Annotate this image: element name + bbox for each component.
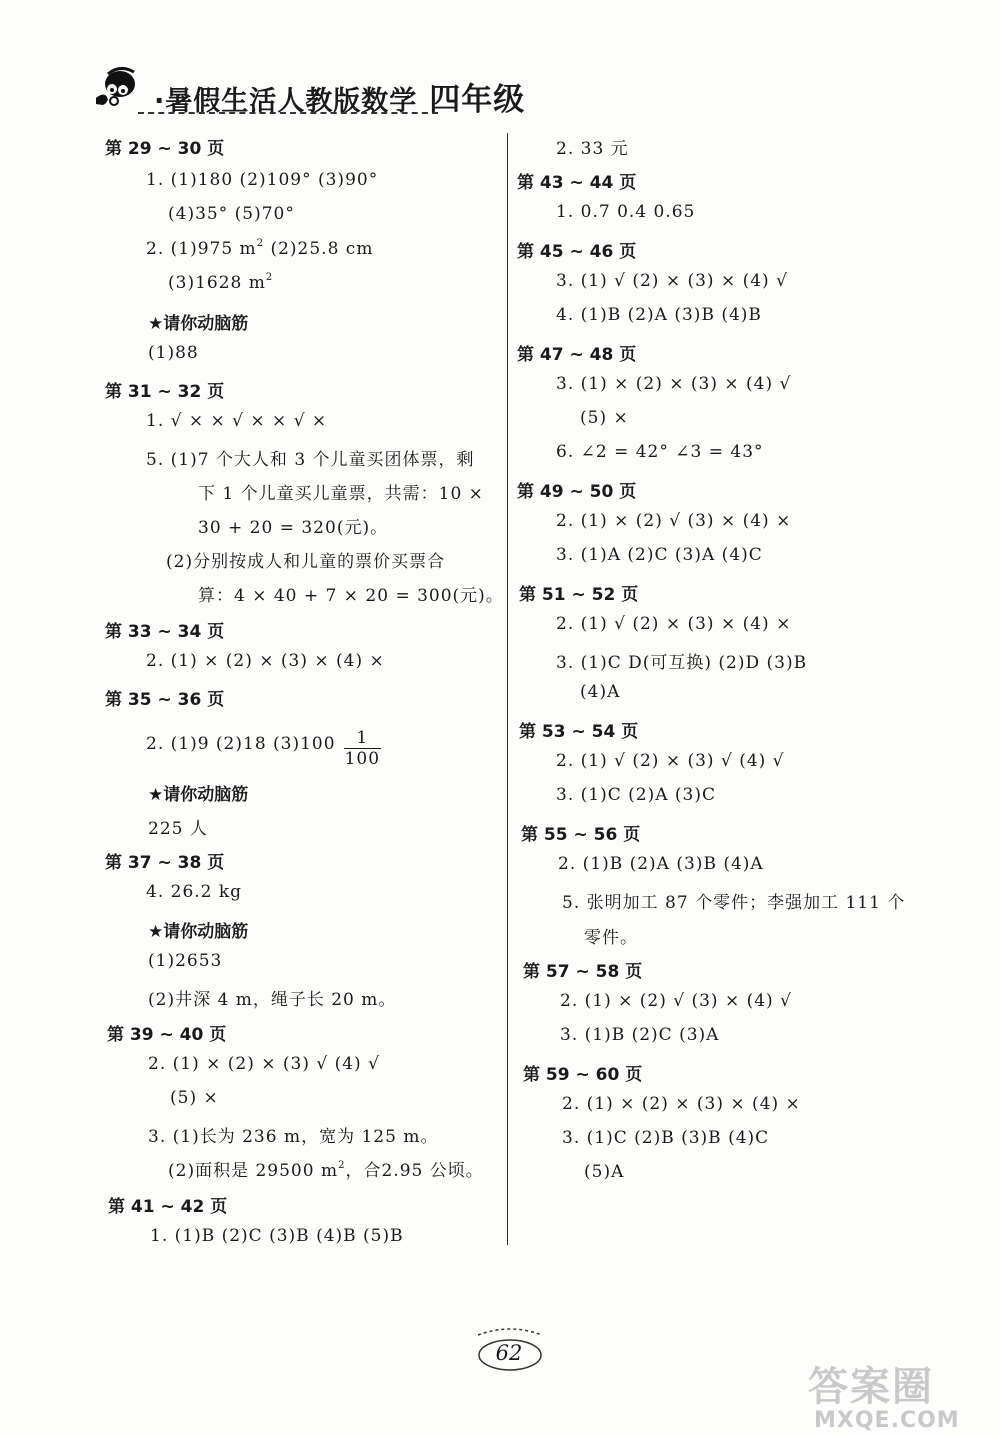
answer-line: 3. (1) √ (2) × (3) × (4) √ bbox=[556, 271, 788, 291]
answer-line: 1. 0.7 0.4 0.65 bbox=[556, 202, 696, 222]
page-footer bbox=[470, 1325, 550, 1385]
answer-line: 2. (1) × (2) √ (3) × (4) × bbox=[556, 511, 792, 531]
answer-line: 3. (1)B (2)C (3)A bbox=[560, 1025, 720, 1045]
answer-line: 1. (1)B (2)C (3)B (4)B (5)B bbox=[150, 1226, 404, 1246]
answer-line: 2. (1)B (2)A (3)B (4)A bbox=[558, 854, 764, 874]
answer-line bbox=[146, 239, 373, 259]
answer-line bbox=[146, 724, 381, 769]
section-heading: 第 59 ~ 60 页 bbox=[523, 1065, 643, 1085]
section-heading: 第 49 ~ 50 页 bbox=[517, 482, 637, 502]
answer-line: (5)A bbox=[584, 1162, 625, 1182]
section-heading: 第 43 ~ 44 页 bbox=[517, 173, 637, 193]
answer-line bbox=[168, 1156, 484, 1181]
answer-line: 2. (1) × (2) × (3) × (4) × bbox=[146, 651, 385, 671]
superscript: 2 bbox=[265, 272, 274, 283]
answer-line: 3. (1)C (2)B (3)B (4)C bbox=[562, 1128, 770, 1148]
answer-line: 1. (1)180 (2)109° (3)90° bbox=[146, 170, 379, 190]
answer-line: (5) × bbox=[580, 408, 629, 428]
fraction bbox=[344, 728, 381, 769]
answer-line: 3. (1) × (2) × (3) × (4) √ bbox=[556, 374, 792, 394]
fraction-numerator: 1 bbox=[356, 728, 369, 748]
answer-line: 2. (1) √ (2) × (3) × (4) × bbox=[556, 614, 792, 634]
answer-line: 零件。 bbox=[584, 928, 638, 948]
answer-text: 2. (1)975 m bbox=[146, 239, 257, 259]
answer-line: 3. (1)C D(可互换) (2)D (3)B bbox=[556, 653, 808, 673]
answer-line: 3. (1)C (2)A (3)C bbox=[556, 785, 716, 805]
answer-line: 4. 26.2 kg bbox=[146, 882, 243, 902]
fraction-denominator: 100 bbox=[344, 749, 381, 769]
answer-line: 3. (1)A (2)C (3)A (4)C bbox=[556, 545, 763, 565]
section-heading: 第 53 ~ 54 页 bbox=[519, 722, 639, 742]
answer-line: 算：4 × 40 + 7 × 20 = 300(元)。 bbox=[198, 586, 504, 606]
answer-text: (3)1628 m bbox=[168, 273, 266, 293]
answer-line bbox=[168, 273, 273, 293]
watermark-text-en: MXQE.COM bbox=[814, 1408, 960, 1433]
answer-line: 5. (1)7 个大人和 3 个儿童买团体票，剩 bbox=[146, 450, 475, 470]
mascot-logo bbox=[92, 60, 152, 112]
watermark-text-cn: 答案圈 bbox=[808, 1364, 934, 1410]
superscript: 2 bbox=[338, 1160, 346, 1171]
answer-line: 下 1 个儿童买儿童票，共需：10 × bbox=[198, 484, 484, 504]
answer-line: 2. (1) × (2) √ (3) × (4) √ bbox=[560, 991, 792, 1011]
section-heading: 第 51 ~ 52 页 bbox=[519, 585, 639, 605]
bonus-heading: ★请你动脑筋 bbox=[148, 922, 249, 942]
header-title-text: ·暑假生活人教版数学 bbox=[154, 86, 418, 117]
answer-line: (4)35° (5)70° bbox=[168, 204, 295, 224]
answer-text: ，合2.95 公顷。 bbox=[345, 1161, 484, 1181]
answer-line: 225 人 bbox=[148, 819, 208, 839]
section-heading: 第 57 ~ 58 页 bbox=[523, 962, 643, 982]
answer-text: (2)25.8 cm bbox=[264, 239, 374, 259]
section-heading: 第 45 ~ 46 页 bbox=[517, 242, 637, 262]
answer-line: 30 + 20 = 320(元)。 bbox=[198, 518, 389, 538]
answer-line: (2)分别按成人和儿童的票价买票合 bbox=[166, 552, 446, 572]
answer-line: 1. √ × × √ × × √ × bbox=[146, 411, 328, 431]
answer-text: 2. (1)9 (2)18 (3)100 bbox=[146, 734, 336, 754]
column-divider bbox=[507, 133, 508, 1245]
superscript: 2 bbox=[256, 238, 265, 249]
section-heading: 第 35 ~ 36 页 bbox=[105, 690, 225, 710]
section-heading: 第 29 ~ 30 页 bbox=[105, 139, 225, 159]
section-heading: 第 37 ~ 38 页 bbox=[105, 853, 225, 873]
section-heading: 第 55 ~ 56 页 bbox=[521, 825, 641, 845]
answer-line: (5) × bbox=[170, 1088, 219, 1108]
answer-line: 2. (1) √ (2) × (3) √ (4) √ bbox=[556, 751, 785, 771]
answer-text: (2)面积是 29500 m bbox=[168, 1161, 339, 1181]
answer-line: (4)A bbox=[580, 682, 621, 702]
answer-line: (1)2653 bbox=[148, 951, 223, 971]
bonus-heading: ★请你动脑筋 bbox=[148, 785, 249, 805]
section-heading: 第 31 ~ 32 页 bbox=[105, 382, 225, 402]
answer-line: 5. 张明加工 87 个零件；李强加工 111 个 bbox=[562, 893, 906, 913]
section-heading: 第 33 ~ 34 页 bbox=[105, 622, 225, 642]
answer-line: 6. ∠2 = 42° ∠3 = 43° bbox=[556, 442, 764, 462]
answer-line: 3. (1)长为 236 m，宽为 125 m。 bbox=[148, 1127, 439, 1147]
section-heading: 第 47 ~ 48 页 bbox=[517, 345, 637, 365]
answer-line: (1)88 bbox=[148, 343, 199, 363]
page-number: 62 bbox=[495, 1341, 523, 1365]
answer-line: 4. (1)B (2)A (3)B (4)B bbox=[556, 305, 762, 325]
page-header bbox=[92, 60, 526, 120]
watermark bbox=[808, 1355, 988, 1433]
header-dashed-rule bbox=[138, 112, 438, 114]
answer-line: (2)井深 4 m，绳子长 20 m。 bbox=[148, 990, 397, 1010]
bonus-heading: ★请你动脑筋 bbox=[148, 314, 249, 334]
answer-line: 2. 33 元 bbox=[556, 139, 629, 159]
header-grade: 四年级 bbox=[429, 82, 526, 118]
section-heading: 第 41 ~ 42 页 bbox=[108, 1197, 228, 1217]
answer-line: 2. (1) × (2) × (3) √ (4) √ bbox=[148, 1054, 380, 1074]
section-heading: 第 39 ~ 40 页 bbox=[107, 1025, 227, 1045]
answer-line: 2. (1) × (2) × (3) × (4) × bbox=[562, 1094, 801, 1114]
